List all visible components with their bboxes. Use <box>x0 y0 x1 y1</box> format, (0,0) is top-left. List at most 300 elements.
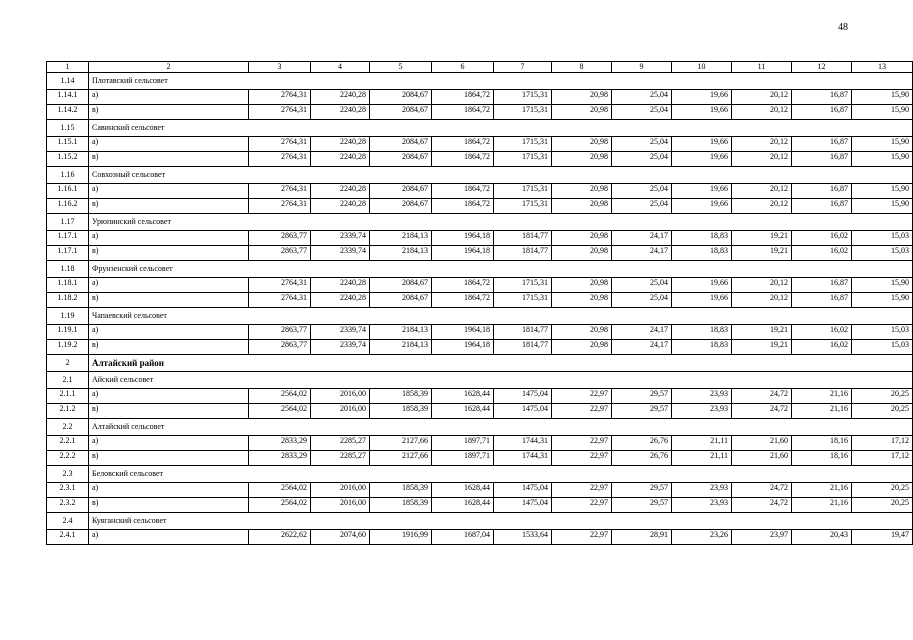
column-header: 10 <box>672 62 732 73</box>
value-cell: 16,02 <box>792 325 852 340</box>
row-label: а) <box>89 530 249 545</box>
value-cell: 16,87 <box>792 152 852 167</box>
section-title: Фрунзенский сельсовет <box>89 261 913 278</box>
section-row <box>47 167 913 184</box>
value-cell: 2084,67 <box>370 184 432 199</box>
value-cell: 1475,04 <box>494 498 552 513</box>
value-cell: 16,02 <box>792 246 852 261</box>
value-cell: 1628,44 <box>432 389 494 404</box>
value-cell: 1628,44 <box>432 404 494 419</box>
value-cell: 2764,31 <box>249 90 311 105</box>
row-label: в) <box>89 293 249 308</box>
table-row <box>47 436 913 451</box>
row-code: 1.16.1 <box>47 184 89 199</box>
value-cell: 20,12 <box>732 152 792 167</box>
value-cell: 2240,28 <box>311 152 370 167</box>
column-header: 5 <box>370 62 432 73</box>
value-cell: 19,21 <box>732 340 792 355</box>
value-cell: 22,97 <box>552 483 612 498</box>
value-cell: 16,87 <box>792 105 852 120</box>
value-cell: 24,17 <box>612 246 672 261</box>
value-cell: 1858,39 <box>370 498 432 513</box>
value-cell: 1715,31 <box>494 152 552 167</box>
column-header: 9 <box>612 62 672 73</box>
value-cell: 2833,29 <box>249 451 311 466</box>
value-cell: 1864,72 <box>432 152 494 167</box>
value-cell: 20,98 <box>552 325 612 340</box>
value-cell: 2564,02 <box>249 389 311 404</box>
value-cell: 2764,31 <box>249 293 311 308</box>
value-cell: 2084,67 <box>370 199 432 214</box>
row-code: 1.15.2 <box>47 152 89 167</box>
value-cell: 2764,31 <box>249 105 311 120</box>
value-cell: 2184,13 <box>370 340 432 355</box>
value-cell: 20,98 <box>552 90 612 105</box>
value-cell: 23,93 <box>672 498 732 513</box>
column-header: 1 <box>47 62 89 73</box>
value-cell: 18,83 <box>672 246 732 261</box>
value-cell: 19,66 <box>672 90 732 105</box>
value-cell: 22,97 <box>552 404 612 419</box>
value-cell: 24,17 <box>612 231 672 246</box>
value-cell: 16,02 <box>792 231 852 246</box>
value-cell: 18,83 <box>672 325 732 340</box>
value-cell: 19,66 <box>672 105 732 120</box>
value-cell: 20,98 <box>552 137 612 152</box>
value-cell: 1814,77 <box>494 231 552 246</box>
value-cell: 18,16 <box>792 436 852 451</box>
value-cell: 17,12 <box>852 436 913 451</box>
section-title: Совхозный сельсовет <box>89 167 913 184</box>
value-cell: 21,16 <box>792 389 852 404</box>
value-cell: 22,97 <box>552 498 612 513</box>
value-cell: 21,60 <box>732 451 792 466</box>
section-title: Плотавский сельсовет <box>89 73 913 90</box>
row-label: а) <box>89 278 249 293</box>
section-title: Чапаевский сельсовет <box>89 308 913 325</box>
row-code: 2.1.1 <box>47 389 89 404</box>
row-code: 1.18.1 <box>47 278 89 293</box>
value-cell: 15,90 <box>852 137 913 152</box>
value-cell: 2285,27 <box>311 451 370 466</box>
value-cell: 2016,00 <box>311 404 370 419</box>
table-row <box>47 199 913 214</box>
value-cell: 19,66 <box>672 152 732 167</box>
value-cell: 16,87 <box>792 199 852 214</box>
value-cell: 24,72 <box>732 483 792 498</box>
value-cell: 18,83 <box>672 340 732 355</box>
row-code: 2.1 <box>47 372 89 389</box>
value-cell: 2084,67 <box>370 152 432 167</box>
row-code: 1.18 <box>47 261 89 278</box>
header-row <box>47 62 913 73</box>
value-cell: 2184,13 <box>370 246 432 261</box>
section-title: Беловский сельсовет <box>89 466 913 483</box>
value-cell: 15,03 <box>852 340 913 355</box>
value-cell: 20,12 <box>732 90 792 105</box>
row-code: 1.17 <box>47 214 89 231</box>
value-cell: 18,16 <box>792 451 852 466</box>
value-cell: 2622,62 <box>249 530 311 545</box>
page-number: 48 <box>838 22 848 33</box>
value-cell: 23,93 <box>672 404 732 419</box>
row-code: 2.4.1 <box>47 530 89 545</box>
value-cell: 1864,72 <box>432 90 494 105</box>
row-code: 2.3.2 <box>47 498 89 513</box>
column-header: 3 <box>249 62 311 73</box>
table-row <box>47 340 913 355</box>
value-cell: 1916,99 <box>370 530 432 545</box>
value-cell: 16,87 <box>792 278 852 293</box>
row-code: 1.15 <box>47 120 89 137</box>
row-code: 2 <box>47 355 89 372</box>
row-code: 1.14 <box>47 73 89 90</box>
value-cell: 20,25 <box>852 498 913 513</box>
row-code: 1.18.2 <box>47 293 89 308</box>
value-cell: 2863,77 <box>249 340 311 355</box>
row-label: в) <box>89 451 249 466</box>
row-code: 1.14.2 <box>47 105 89 120</box>
row-code: 1.15.1 <box>47 137 89 152</box>
table-row <box>47 404 913 419</box>
row-code: 2.3.1 <box>47 483 89 498</box>
value-cell: 15,03 <box>852 325 913 340</box>
section-title: Куяганский сельсовет <box>89 513 913 530</box>
section-title: Айский сельсовет <box>89 372 913 389</box>
row-code: 2.4 <box>47 513 89 530</box>
value-cell: 2339,74 <box>311 340 370 355</box>
value-cell: 1475,04 <box>494 404 552 419</box>
value-cell: 25,04 <box>612 199 672 214</box>
value-cell: 1475,04 <box>494 483 552 498</box>
value-cell: 15,90 <box>852 199 913 214</box>
value-cell: 1864,72 <box>432 293 494 308</box>
section-row <box>47 372 913 389</box>
value-cell: 1858,39 <box>370 389 432 404</box>
value-cell: 20,25 <box>852 389 913 404</box>
section-row <box>47 261 913 278</box>
value-cell: 1715,31 <box>494 90 552 105</box>
row-label: в) <box>89 246 249 261</box>
section-row <box>47 466 913 483</box>
value-cell: 2074,60 <box>311 530 370 545</box>
value-cell: 1715,31 <box>494 105 552 120</box>
tariff-table <box>46 61 913 545</box>
row-label: а) <box>89 184 249 199</box>
row-label: а) <box>89 137 249 152</box>
value-cell: 2564,02 <box>249 498 311 513</box>
table-row <box>47 231 913 246</box>
value-cell: 22,97 <box>552 451 612 466</box>
value-cell: 21,16 <box>792 483 852 498</box>
value-cell: 1715,31 <box>494 137 552 152</box>
value-cell: 20,12 <box>732 199 792 214</box>
value-cell: 2240,28 <box>311 137 370 152</box>
table-row <box>47 389 913 404</box>
value-cell: 19,66 <box>672 293 732 308</box>
value-cell: 1533,64 <box>494 530 552 545</box>
value-cell: 1715,31 <box>494 199 552 214</box>
row-label: а) <box>89 483 249 498</box>
value-cell: 1628,44 <box>432 498 494 513</box>
column-header: 2 <box>89 62 249 73</box>
table-row <box>47 184 913 199</box>
value-cell: 25,04 <box>612 184 672 199</box>
value-cell: 2084,67 <box>370 105 432 120</box>
table-row <box>47 152 913 167</box>
section-title: Урюпинский сельсовет <box>89 214 913 231</box>
value-cell: 1864,72 <box>432 105 494 120</box>
value-cell: 2863,77 <box>249 325 311 340</box>
table-row <box>47 137 913 152</box>
value-cell: 15,90 <box>852 90 913 105</box>
column-header: 11 <box>732 62 792 73</box>
value-cell: 16,87 <box>792 184 852 199</box>
section-row <box>47 355 913 372</box>
value-cell: 1858,39 <box>370 483 432 498</box>
value-cell: 2016,00 <box>311 483 370 498</box>
table-row <box>47 246 913 261</box>
row-label: в) <box>89 340 249 355</box>
row-label: в) <box>89 404 249 419</box>
value-cell: 15,03 <box>852 231 913 246</box>
value-cell: 16,87 <box>792 90 852 105</box>
value-cell: 24,72 <box>732 404 792 419</box>
value-cell: 1744,31 <box>494 451 552 466</box>
value-cell: 2127,66 <box>370 451 432 466</box>
value-cell: 19,66 <box>672 184 732 199</box>
value-cell: 2084,67 <box>370 278 432 293</box>
value-cell: 19,66 <box>672 278 732 293</box>
value-cell: 25,04 <box>612 137 672 152</box>
value-cell: 15,90 <box>852 184 913 199</box>
value-cell: 20,43 <box>792 530 852 545</box>
value-cell: 19,21 <box>732 246 792 261</box>
value-cell: 1628,44 <box>432 483 494 498</box>
value-cell: 1964,18 <box>432 340 494 355</box>
value-cell: 1864,72 <box>432 199 494 214</box>
value-cell: 19,21 <box>732 325 792 340</box>
row-code: 2.2 <box>47 419 89 436</box>
value-cell: 29,57 <box>612 404 672 419</box>
value-cell: 2084,67 <box>370 293 432 308</box>
row-code: 1.17.1 <box>47 231 89 246</box>
value-cell: 20,98 <box>552 184 612 199</box>
value-cell: 2184,13 <box>370 325 432 340</box>
value-cell: 2764,31 <box>249 137 311 152</box>
value-cell: 1897,71 <box>432 436 494 451</box>
value-cell: 29,57 <box>612 389 672 404</box>
value-cell: 16,87 <box>792 137 852 152</box>
value-cell: 1715,31 <box>494 278 552 293</box>
column-header: 8 <box>552 62 612 73</box>
column-header: 4 <box>311 62 370 73</box>
row-code: 2.2.2 <box>47 451 89 466</box>
value-cell: 2240,28 <box>311 199 370 214</box>
value-cell: 20,98 <box>552 340 612 355</box>
value-cell: 1814,77 <box>494 246 552 261</box>
value-cell: 2240,28 <box>311 184 370 199</box>
value-cell: 1964,18 <box>432 246 494 261</box>
value-cell: 19,66 <box>672 199 732 214</box>
section-title: Алтайский сельсовет <box>89 419 913 436</box>
value-cell: 15,90 <box>852 278 913 293</box>
value-cell: 2240,28 <box>311 105 370 120</box>
row-label: а) <box>89 231 249 246</box>
value-cell: 2764,31 <box>249 184 311 199</box>
value-cell: 1715,31 <box>494 184 552 199</box>
value-cell: 20,12 <box>732 184 792 199</box>
value-cell: 2240,28 <box>311 278 370 293</box>
value-cell: 29,57 <box>612 483 672 498</box>
row-label: в) <box>89 199 249 214</box>
value-cell: 21,60 <box>732 436 792 451</box>
value-cell: 18,83 <box>672 231 732 246</box>
value-cell: 24,72 <box>732 498 792 513</box>
table-row <box>47 105 913 120</box>
value-cell: 22,97 <box>552 436 612 451</box>
value-cell: 21,16 <box>792 498 852 513</box>
value-cell: 25,04 <box>612 152 672 167</box>
row-code: 1.16 <box>47 167 89 184</box>
value-cell: 20,12 <box>732 293 792 308</box>
table-row <box>47 530 913 545</box>
value-cell: 2184,13 <box>370 231 432 246</box>
value-cell: 2240,28 <box>311 293 370 308</box>
value-cell: 2564,02 <box>249 404 311 419</box>
value-cell: 20,98 <box>552 293 612 308</box>
value-cell: 17,12 <box>852 451 913 466</box>
value-cell: 23,97 <box>732 530 792 545</box>
value-cell: 15,03 <box>852 246 913 261</box>
table-row <box>47 293 913 308</box>
value-cell: 2339,74 <box>311 231 370 246</box>
value-cell: 2863,77 <box>249 246 311 261</box>
value-cell: 15,90 <box>852 105 913 120</box>
value-cell: 22,97 <box>552 530 612 545</box>
value-cell: 19,21 <box>732 231 792 246</box>
value-cell: 2764,31 <box>249 278 311 293</box>
section-title: Савинский сельсовет <box>89 120 913 137</box>
value-cell: 26,76 <box>612 451 672 466</box>
column-header: 7 <box>494 62 552 73</box>
value-cell: 20,98 <box>552 105 612 120</box>
table-row <box>47 325 913 340</box>
section-row <box>47 214 913 231</box>
column-header: 12 <box>792 62 852 73</box>
value-cell: 24,17 <box>612 325 672 340</box>
row-code: 2.1.2 <box>47 404 89 419</box>
section-row <box>47 120 913 137</box>
value-cell: 2339,74 <box>311 246 370 261</box>
value-cell: 15,90 <box>852 293 913 308</box>
value-cell: 21,11 <box>672 451 732 466</box>
row-code: 1.19.2 <box>47 340 89 355</box>
section-row <box>47 73 913 90</box>
value-cell: 1814,77 <box>494 325 552 340</box>
section-row <box>47 308 913 325</box>
value-cell: 25,04 <box>612 278 672 293</box>
value-cell: 15,90 <box>852 152 913 167</box>
row-code: 1.17.1 <box>47 246 89 261</box>
value-cell: 20,12 <box>732 137 792 152</box>
value-cell: 2084,67 <box>370 137 432 152</box>
row-code: 2.2.1 <box>47 436 89 451</box>
table-row <box>47 451 913 466</box>
value-cell: 2764,31 <box>249 199 311 214</box>
row-code: 1.19.1 <box>47 325 89 340</box>
value-cell: 1864,72 <box>432 137 494 152</box>
row-label: в) <box>89 152 249 167</box>
value-cell: 2127,66 <box>370 436 432 451</box>
value-cell: 20,98 <box>552 199 612 214</box>
value-cell: 24,72 <box>732 389 792 404</box>
value-cell: 2285,27 <box>311 436 370 451</box>
value-cell: 20,98 <box>552 152 612 167</box>
value-cell: 2764,31 <box>249 152 311 167</box>
value-cell: 1858,39 <box>370 404 432 419</box>
value-cell: 20,98 <box>552 278 612 293</box>
value-cell: 1687,04 <box>432 530 494 545</box>
table-row <box>47 483 913 498</box>
value-cell: 23,93 <box>672 483 732 498</box>
value-cell: 23,93 <box>672 389 732 404</box>
table-row <box>47 90 913 105</box>
value-cell: 19,47 <box>852 530 913 545</box>
value-cell: 21,16 <box>792 404 852 419</box>
value-cell: 1897,71 <box>432 451 494 466</box>
value-cell: 20,25 <box>852 483 913 498</box>
value-cell: 2084,67 <box>370 90 432 105</box>
value-cell: 1814,77 <box>494 340 552 355</box>
value-cell: 1964,18 <box>432 231 494 246</box>
value-cell: 1744,31 <box>494 436 552 451</box>
value-cell: 2016,00 <box>311 498 370 513</box>
row-code: 1.14.1 <box>47 90 89 105</box>
value-cell: 16,87 <box>792 293 852 308</box>
column-header: 6 <box>432 62 494 73</box>
section-row <box>47 513 913 530</box>
table-row <box>47 498 913 513</box>
value-cell: 1864,72 <box>432 278 494 293</box>
value-cell: 24,17 <box>612 340 672 355</box>
section-row <box>47 419 913 436</box>
value-cell: 25,04 <box>612 90 672 105</box>
value-cell: 29,57 <box>612 498 672 513</box>
value-cell: 2564,02 <box>249 483 311 498</box>
value-cell: 20,12 <box>732 278 792 293</box>
row-label: а) <box>89 325 249 340</box>
value-cell: 28,91 <box>612 530 672 545</box>
value-cell: 1715,31 <box>494 293 552 308</box>
row-label: в) <box>89 105 249 120</box>
value-cell: 20,25 <box>852 404 913 419</box>
value-cell: 2339,74 <box>311 325 370 340</box>
table-row <box>47 278 913 293</box>
value-cell: 21,11 <box>672 436 732 451</box>
value-cell: 2833,29 <box>249 436 311 451</box>
value-cell: 2240,28 <box>311 90 370 105</box>
value-cell: 26,76 <box>612 436 672 451</box>
value-cell: 20,98 <box>552 231 612 246</box>
value-cell: 1964,18 <box>432 325 494 340</box>
row-label: а) <box>89 389 249 404</box>
row-code: 2.3 <box>47 466 89 483</box>
row-code: 1.19 <box>47 308 89 325</box>
value-cell: 2016,00 <box>311 389 370 404</box>
row-label: а) <box>89 436 249 451</box>
value-cell: 25,04 <box>612 293 672 308</box>
